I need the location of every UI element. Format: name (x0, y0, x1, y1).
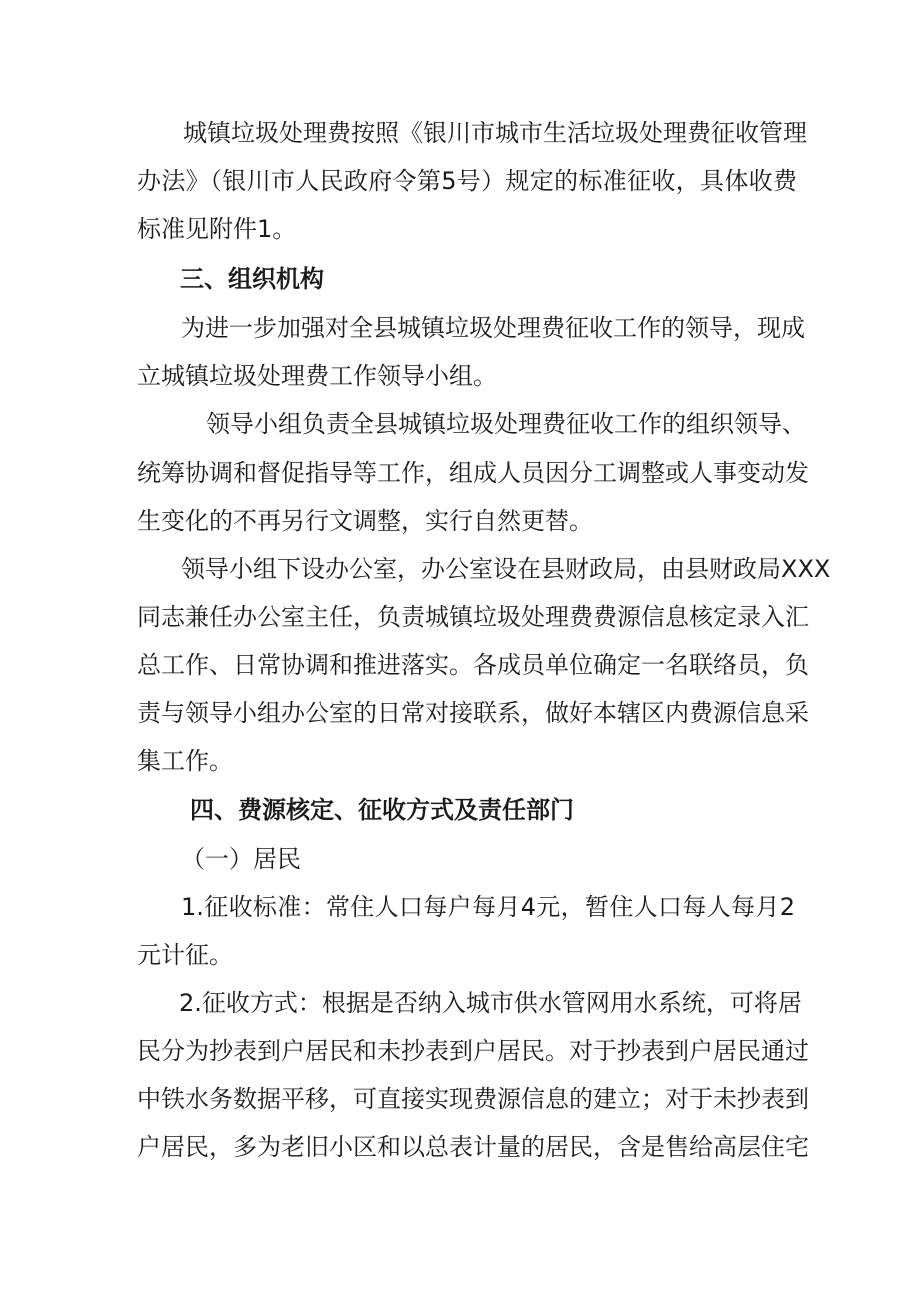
paragraph-line: 2.征收方式：根据是否纳入城市供水管网用水系统，可将居 (179, 989, 802, 1017)
paragraph-line: 元计征。 (137, 941, 233, 969)
paragraph-line: 户居民，多为老旧小区和以总表计量的居民，含是售给高层住宅 (137, 1133, 809, 1161)
paragraph-line: 城镇垃圾处理费按照《银川市城市生活垃圾处理费征收管理 (183, 119, 807, 147)
paragraph-line: 领导小组负责全县城镇垃圾处理费征收工作的组织领导、 (206, 410, 806, 438)
paragraph-line: 标准见附件1。 (137, 215, 297, 243)
paragraph-line: 领导小组下设办公室，办公室设在县财政局，由县财政局XXX (181, 555, 831, 583)
section-heading: 三、组织机构 (180, 265, 324, 293)
paragraph-line: 1.征收标准：常住人口每户每月4元，暂住人口每人每月2 (181, 893, 795, 921)
paragraph-line: 为进一步加强对全县城镇垃圾处理费征收工作的领导，现成 (181, 314, 805, 342)
paragraph-line: 中铁水务数据平移，可直接实现费源信息的建立；对于未抄表到 (137, 1085, 809, 1113)
paragraph-line: 同志兼任办公室主任，负责城镇垃圾处理费费源信息核定录入汇 (137, 603, 809, 631)
paragraph-line: 责与领导小组办公室的日常对接联系，做好本辖区内费源信息采 (137, 699, 809, 727)
subsection-heading: （一）居民 (181, 845, 301, 873)
paragraph-line: 民分为抄表到户居民和未抄表到户居民。对于抄表到户居民通过 (137, 1037, 809, 1065)
paragraph-line: 集工作。 (137, 747, 233, 775)
section-heading: 四、费源核定、征收方式及责任部门 (190, 796, 574, 824)
paragraph-line: 立城镇垃圾处理费工作领导小组。 (137, 362, 497, 390)
paragraph-line: 统筹协调和督促指导等工作，组成人员因分工调整或人事变动发 (137, 459, 809, 487)
paragraph-line: 生变化的不再另行文调整，实行自然更替。 (137, 507, 593, 535)
paragraph-line: 办法》（银川市人民政府令第5号）规定的标准征收，具体收费 (137, 167, 797, 195)
paragraph-line: 总工作、日常协调和推进落实。各成员单位确定一名联络员，负 (137, 651, 809, 679)
